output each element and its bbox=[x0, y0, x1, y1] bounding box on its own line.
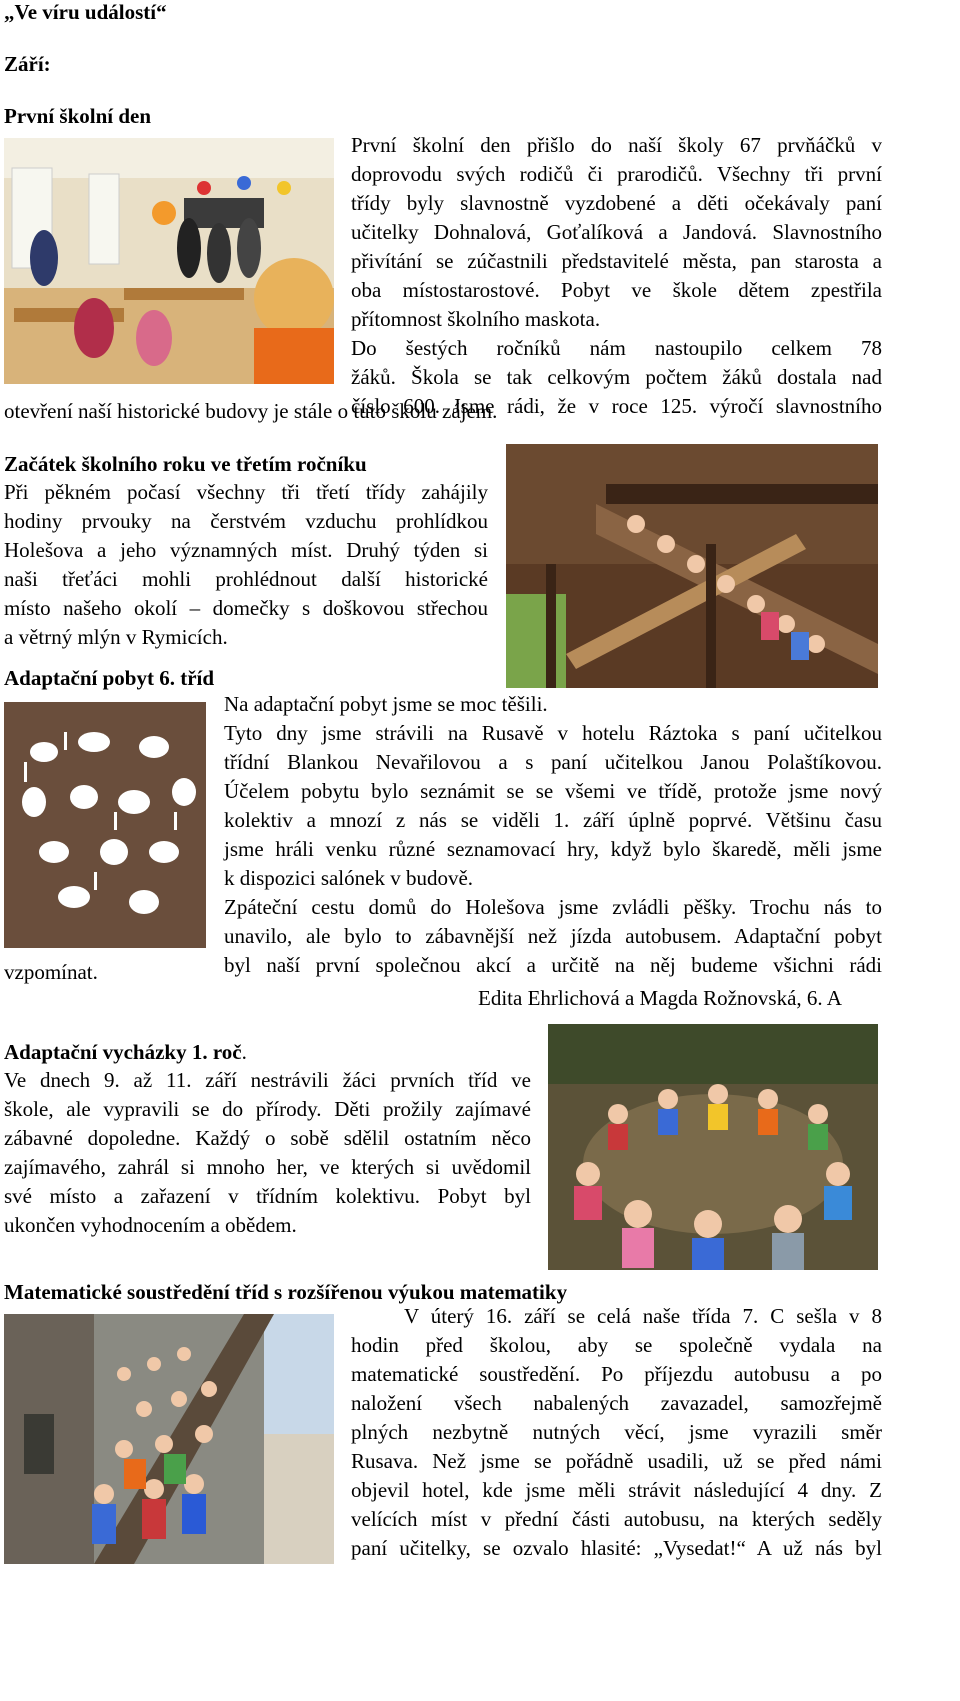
text-line: číslo 600. Jsme rádi, že v roce 125. výročí slavnostního bbox=[351, 394, 882, 418]
section-title-first-day: První školní den bbox=[4, 104, 152, 128]
month-heading: Září: bbox=[4, 52, 51, 76]
text-line: matematické soustředění. Po příjezdu autobusu a po bbox=[351, 1362, 882, 1386]
section-title-text: Adaptační vycházky 1. roč bbox=[4, 1040, 242, 1064]
text-line: a větrný mlýn v Rymicích. bbox=[4, 625, 228, 649]
text-line: třídní Blankou Nevařilovou a s paní učitelkou Janou Polaštíkovou. bbox=[224, 750, 882, 774]
text-line: Tyto dny jsme strávili na Rusavě v hotelu Ráztoka s paní učitelkou bbox=[224, 721, 882, 745]
text-line: žáků. Škola se tak celkovým počtem žáků dostala nad bbox=[351, 365, 882, 389]
text-line: velících míst v přední části autobusu, na kterých seděly bbox=[351, 1507, 882, 1531]
text-line: Ve dnech 9. až 11. září nestrávili žáci prvních tříd ve bbox=[4, 1068, 531, 1092]
text-line: Na adaptační pobyt jsme se moc těšili. bbox=[224, 692, 548, 716]
math-camp-paragraph bbox=[351, 1302, 882, 1563]
text-line: hodin před školou, aby se společně vydala na bbox=[351, 1333, 882, 1357]
adaptation-stay-signature: Edita Ehrlichová a Magda Rožnovská, 6. A bbox=[478, 986, 842, 1010]
text-line: Holešova a jeho významných míst. Druhý týden si bbox=[4, 538, 488, 562]
section-title-math-camp: Matematické soustředění tříd s rozšířenou výukou matematiky bbox=[4, 1280, 568, 1304]
students-stairs-photo bbox=[4, 1314, 334, 1564]
first-grade-walks-paragraph bbox=[4, 1066, 531, 1240]
text-line: zábavné dopoledne. Každý o sobě sdělil ostatním něco bbox=[4, 1126, 531, 1150]
first-day-paragraph-right bbox=[351, 131, 882, 421]
section-title-end: . bbox=[241, 1040, 247, 1064]
text-line: naložení všech nabalených zavazadel, samozřejmě bbox=[351, 1391, 882, 1415]
text-line: přítomnost školního maskota. bbox=[351, 307, 601, 331]
text-line: zajímavého, zahrál si mnoho her, ve kterých si uvědomil bbox=[4, 1155, 531, 1179]
text-line: třídy byly slavnostně vyzdobené a děti očekávaly paní bbox=[351, 191, 882, 215]
text-line: Do šestých ročníků nám nastoupilo celkem 78 bbox=[351, 336, 882, 360]
text-line: vzpomínat. bbox=[4, 960, 98, 984]
text-line: jsme hráli venku různé seznamovací hry, když bylo škaredě, měli jsme bbox=[224, 837, 882, 861]
text-line: ukončen vyhodnocením a obědem. bbox=[4, 1213, 297, 1237]
adaptation-stay-paragraph-end bbox=[4, 958, 204, 987]
text-line: V úterý 16. září se celá naše třída 7. C sešla v 8 bbox=[404, 1304, 882, 1328]
text-line: škole, ale vypravili se do přírody. Děti prožily zajímavé bbox=[4, 1097, 531, 1121]
text-line: Rusava. Než jsme se pořádně usadili, už se před námi bbox=[351, 1449, 882, 1473]
paper-hands-photo bbox=[4, 702, 206, 948]
section-title-adaptation-stay: Adaptační pobyt 6. tříd bbox=[4, 666, 215, 690]
text-line: byl naší první společnou akcí a určitě na něj budeme všichni rádi bbox=[224, 953, 882, 977]
adaptation-stay-paragraph bbox=[224, 690, 882, 980]
text-line: Zpáteční cestu domů do Holešova jsme zvládli pěšky. Trochu nás to bbox=[224, 895, 882, 919]
text-line: učitelky Dohnalová, Goťalíková a Jandová. Slavnostního bbox=[351, 220, 882, 244]
first-day-paragraph-end bbox=[4, 397, 604, 426]
section-title-third-grade: Začátek školního roku ve třetím ročníku bbox=[4, 452, 367, 476]
text-line: unavilo, ale bylo to zábavnější než jízda autobusem. Adaptační pobyt bbox=[224, 924, 882, 948]
text-line: doprovodu svých rodičů či prarodičů. Všechny tři první bbox=[351, 162, 882, 186]
children-circle-photo bbox=[548, 1024, 878, 1270]
text-line: objevil hotel, kde jsme měli strávit následující 4 dny. Z bbox=[351, 1478, 882, 1502]
page-title: „Ve víru událostí“ bbox=[4, 0, 167, 24]
text-line: kolektiv a mnozí z nás se viděli 1. září úplně poprvé. Většinu času bbox=[224, 808, 882, 832]
text-line: přivítání se zúčastnili představitelé města, pan starosta a bbox=[351, 249, 882, 273]
section-title-first-grade-walks bbox=[4, 1040, 247, 1065]
text-line: Při pěkném počasí všechny tři třetí třídy zahájily bbox=[4, 480, 488, 504]
text-line: své místo a zařazení v třídním kolektivu. Pobyt byl bbox=[4, 1184, 531, 1208]
text-line: oba místostarostové. Pobyt ve škole dětem zpestřila bbox=[351, 278, 882, 302]
text-line: místo našeho okolí – domečky s doškovou střechou bbox=[4, 596, 488, 620]
text-line: První školní den přišlo do naší školy 67 prvňáčků v bbox=[351, 133, 882, 157]
text-line: naši třeťáci mohli prohlédnout další historické bbox=[4, 567, 488, 591]
text-line: otevření naší historické budovy je stále o tuto školu zájem. bbox=[4, 399, 498, 423]
third-grade-paragraph bbox=[4, 478, 488, 652]
text-line: plných nezbytně nutných věcí, jsme vyrazili směr bbox=[351, 1420, 882, 1444]
text-line: Účelem pobytu bylo seznámit se se všemi ve třídě, protože jsme nový bbox=[224, 779, 882, 803]
text-line: k dispozici salónek v budově. bbox=[224, 866, 474, 890]
text-line: hodiny prvouky na čerstvém vzduchu prohlídkou bbox=[4, 509, 488, 533]
classroom-photo bbox=[4, 138, 334, 384]
text-line: paní učitelky, se ozvalo hlasité: „Vysedat!“ A už nás byl bbox=[351, 1536, 882, 1560]
wooden-stairs-photo bbox=[506, 444, 878, 688]
